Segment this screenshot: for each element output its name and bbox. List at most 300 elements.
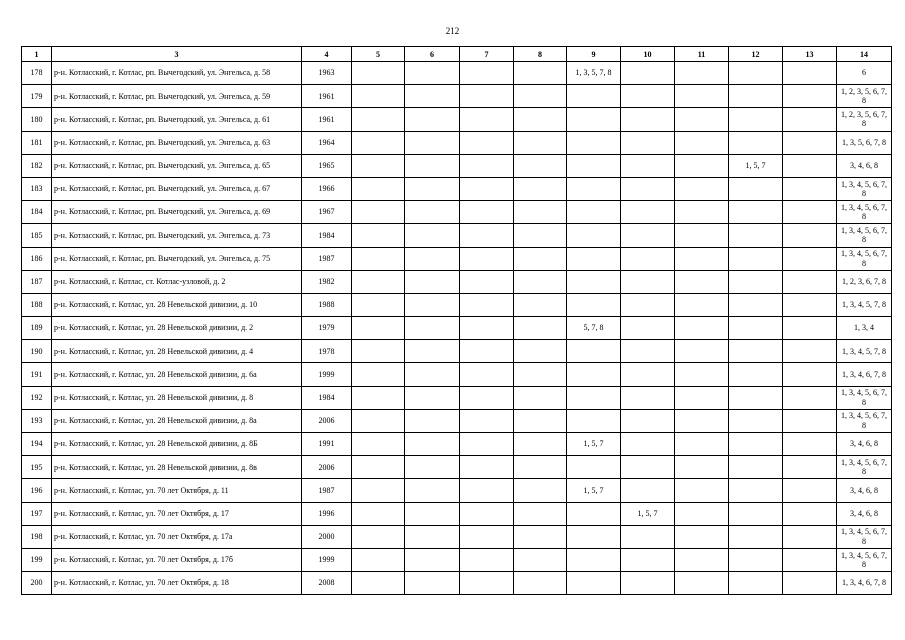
col12-cell — [729, 247, 783, 270]
column-header: 12 — [729, 47, 783, 62]
row-number: 184 — [22, 201, 52, 224]
col7-cell — [460, 386, 514, 409]
year-cell: 2006 — [302, 456, 352, 479]
col10-cell — [621, 131, 675, 154]
col14-cell: 1, 3, 4, 5, 6, 7, 8 — [837, 525, 892, 548]
col6-cell — [405, 479, 460, 502]
address-cell: р-н. Котласский, г. Котлас, ул. 70 лет Октября, д. 11 — [52, 479, 302, 502]
col7-cell — [460, 433, 514, 456]
col11-cell — [675, 363, 729, 386]
col8-cell — [514, 247, 567, 270]
col11-cell — [675, 479, 729, 502]
col6-cell — [405, 247, 460, 270]
col6-cell — [405, 62, 460, 85]
col7-cell — [460, 201, 514, 224]
col13-cell — [783, 363, 837, 386]
col10-cell — [621, 293, 675, 316]
col12-cell — [729, 456, 783, 479]
col7-cell — [460, 502, 514, 525]
col13-cell — [783, 247, 837, 270]
col7-cell — [460, 270, 514, 293]
col7-cell — [460, 548, 514, 571]
col11-cell — [675, 177, 729, 200]
year-cell: 1987 — [302, 479, 352, 502]
year-cell: 1961 — [302, 85, 352, 108]
col8-cell — [514, 456, 567, 479]
table-row — [22, 572, 892, 595]
col9-cell — [567, 270, 621, 293]
col12-cell — [729, 502, 783, 525]
col14-cell: 3, 4, 6, 8 — [837, 433, 892, 456]
col13-cell — [783, 479, 837, 502]
row-number: 183 — [22, 177, 52, 200]
col11-cell — [675, 224, 729, 247]
col11-cell — [675, 317, 729, 340]
col14-cell: 1, 3, 5, 6, 7, 8 — [837, 131, 892, 154]
address-cell: р-н. Котласский, г. Котлас, ул. 28 Невельской дивизии, д. 8 — [52, 386, 302, 409]
col6-cell — [405, 201, 460, 224]
col9-cell — [567, 131, 621, 154]
col11-cell — [675, 386, 729, 409]
col10-cell — [621, 247, 675, 270]
table-row — [22, 154, 892, 177]
year-cell: 2006 — [302, 409, 352, 432]
table-row — [22, 293, 892, 316]
col6-cell — [405, 317, 460, 340]
col6-cell — [405, 433, 460, 456]
table-row — [22, 525, 892, 548]
address-cell: р-н. Котласский, г. Котлас, ул. 28 Невельской дивизии, д. 8а — [52, 409, 302, 432]
col9-cell — [567, 177, 621, 200]
column-header: 7 — [460, 47, 514, 62]
row-number: 197 — [22, 502, 52, 525]
col11-cell — [675, 62, 729, 85]
col11-cell — [675, 201, 729, 224]
address-cell: р-н. Котласский, г. Котлас, рп. Вычегодский, ул. Энгельса, д. 58 — [52, 62, 302, 85]
col13-cell — [783, 433, 837, 456]
col14-cell: 1, 3, 4, 5, 6, 7, 8 — [837, 548, 892, 571]
col7-cell — [460, 62, 514, 85]
col5-cell — [352, 131, 405, 154]
col5-cell — [352, 572, 405, 595]
col11-cell — [675, 247, 729, 270]
column-header: 1 — [22, 47, 52, 62]
col12-cell — [729, 409, 783, 432]
col14-cell: 1, 3, 4, 5, 6, 7, 8 — [837, 409, 892, 432]
col5-cell — [352, 108, 405, 131]
col13-cell — [783, 85, 837, 108]
col6-cell — [405, 572, 460, 595]
col14-cell: 1, 2, 3, 6, 7, 8 — [837, 270, 892, 293]
col8-cell — [514, 525, 567, 548]
col7-cell — [460, 340, 514, 363]
address-cell: р-н. Котласский, г. Котлас, ул. 70 лет Октября, д. 18 — [52, 572, 302, 595]
year-cell: 2008 — [302, 572, 352, 595]
row-number: 189 — [22, 317, 52, 340]
col8-cell — [514, 572, 567, 595]
address-cell: р-н. Котласский, г. Котлас, рп. Вычегодский, ул. Энгельса, д. 61 — [52, 108, 302, 131]
col12-cell — [729, 201, 783, 224]
col9-cell: 1, 5, 7 — [567, 433, 621, 456]
col10-cell — [621, 572, 675, 595]
col5-cell — [352, 85, 405, 108]
col12-cell — [729, 386, 783, 409]
col10-cell: 1, 5, 7 — [621, 502, 675, 525]
address-cell: р-н. Котласский, г. Котлас, рп. Вычегодский, ул. Энгельса, д. 69 — [52, 201, 302, 224]
col8-cell — [514, 154, 567, 177]
year-cell: 1979 — [302, 317, 352, 340]
col8-cell — [514, 479, 567, 502]
col14-cell: 1, 3, 4, 5, 6, 7, 8 — [837, 386, 892, 409]
col9-cell — [567, 85, 621, 108]
col14-cell: 1, 3, 4, 5, 6, 7, 8 — [837, 177, 892, 200]
col11-cell — [675, 108, 729, 131]
col13-cell — [783, 456, 837, 479]
row-number: 185 — [22, 224, 52, 247]
col5-cell — [352, 456, 405, 479]
row-number: 200 — [22, 572, 52, 595]
col7-cell — [460, 456, 514, 479]
col10-cell — [621, 340, 675, 363]
col13-cell — [783, 62, 837, 85]
address-cell: р-н. Котласский, г. Котлас, ул. 28 Невельской дивизии, д. 8в — [52, 456, 302, 479]
col14-cell: 1, 3, 4 — [837, 317, 892, 340]
col14-cell: 3, 4, 6, 8 — [837, 154, 892, 177]
col12-cell — [729, 317, 783, 340]
year-cell: 1988 — [302, 293, 352, 316]
col10-cell — [621, 154, 675, 177]
col12-cell — [729, 108, 783, 131]
col11-cell — [675, 85, 729, 108]
row-number: 192 — [22, 386, 52, 409]
col14-cell: 1, 3, 4, 5, 7, 8 — [837, 293, 892, 316]
row-number: 198 — [22, 525, 52, 548]
year-cell: 1996 — [302, 502, 352, 525]
col5-cell — [352, 479, 405, 502]
col11-cell — [675, 154, 729, 177]
year-cell: 2000 — [302, 525, 352, 548]
col11-cell — [675, 525, 729, 548]
col8-cell — [514, 409, 567, 432]
col6-cell — [405, 270, 460, 293]
col9-cell — [567, 363, 621, 386]
col13-cell — [783, 572, 837, 595]
col14-cell: 6 — [837, 62, 892, 85]
col6-cell — [405, 224, 460, 247]
col14-cell: 1, 3, 4, 5, 7, 8 — [837, 340, 892, 363]
col5-cell — [352, 409, 405, 432]
col6-cell — [405, 131, 460, 154]
col7-cell — [460, 108, 514, 131]
col8-cell — [514, 270, 567, 293]
row-number: 186 — [22, 247, 52, 270]
col10-cell — [621, 548, 675, 571]
col9-cell — [567, 154, 621, 177]
table-row — [22, 247, 892, 270]
table-row — [22, 108, 892, 131]
col11-cell — [675, 409, 729, 432]
col10-cell — [621, 433, 675, 456]
year-cell: 1991 — [302, 433, 352, 456]
col9-cell — [567, 525, 621, 548]
col9-cell — [567, 386, 621, 409]
col6-cell — [405, 525, 460, 548]
address-cell: р-н. Котласский, г. Котлас, рп. Вычегодский, ул. Энгельса, д. 67 — [52, 177, 302, 200]
col6-cell — [405, 386, 460, 409]
col9-cell — [567, 108, 621, 131]
year-cell: 1999 — [302, 363, 352, 386]
year-cell: 1964 — [302, 131, 352, 154]
column-header: 13 — [783, 47, 837, 62]
table-row — [22, 548, 892, 571]
col12-cell — [729, 433, 783, 456]
col10-cell — [621, 479, 675, 502]
col8-cell — [514, 363, 567, 386]
col9-cell — [567, 340, 621, 363]
year-cell: 1982 — [302, 270, 352, 293]
address-cell: р-н. Котласский, г. Котлас, рп. Вычегодский, ул. Энгельса, д. 73 — [52, 224, 302, 247]
col10-cell — [621, 201, 675, 224]
col12-cell — [729, 62, 783, 85]
col11-cell — [675, 270, 729, 293]
table-row — [22, 224, 892, 247]
col6-cell — [405, 340, 460, 363]
table-row — [22, 386, 892, 409]
col7-cell — [460, 131, 514, 154]
year-cell: 1984 — [302, 224, 352, 247]
col5-cell — [352, 317, 405, 340]
col8-cell — [514, 433, 567, 456]
col12-cell — [729, 525, 783, 548]
col11-cell — [675, 548, 729, 571]
address-cell: р-н. Котласский, г. Котлас, ст. Котлас-узловой, д. 2 — [52, 270, 302, 293]
col12-cell — [729, 177, 783, 200]
col5-cell — [352, 502, 405, 525]
row-number: 188 — [22, 293, 52, 316]
year-cell: 1966 — [302, 177, 352, 200]
col7-cell — [460, 247, 514, 270]
col9-cell — [567, 548, 621, 571]
col5-cell — [352, 224, 405, 247]
col12-cell — [729, 85, 783, 108]
col13-cell — [783, 293, 837, 316]
row-number: 187 — [22, 270, 52, 293]
register-table — [21, 46, 892, 595]
column-header: 14 — [837, 47, 892, 62]
row-number: 191 — [22, 363, 52, 386]
col5-cell — [352, 270, 405, 293]
col10-cell — [621, 108, 675, 131]
col9-cell: 1, 3, 5, 7, 8 — [567, 62, 621, 85]
address-cell: р-н. Котласский, г. Котлас, ул. 70 лет Октября, д. 17а — [52, 525, 302, 548]
table-row — [22, 502, 892, 525]
col12-cell — [729, 363, 783, 386]
year-cell: 1961 — [302, 108, 352, 131]
col8-cell — [514, 317, 567, 340]
col13-cell — [783, 386, 837, 409]
col6-cell — [405, 177, 460, 200]
col5-cell — [352, 201, 405, 224]
col12-cell — [729, 548, 783, 571]
col14-cell: 1, 2, 3, 5, 6, 7, 8 — [837, 108, 892, 131]
year-cell: 1987 — [302, 247, 352, 270]
header-row — [22, 47, 892, 62]
table-row — [22, 409, 892, 432]
col8-cell — [514, 502, 567, 525]
col12-cell — [729, 572, 783, 595]
col14-cell: 1, 3, 4, 5, 6, 7, 8 — [837, 224, 892, 247]
row-number: 179 — [22, 85, 52, 108]
col11-cell — [675, 293, 729, 316]
col13-cell — [783, 131, 837, 154]
row-number: 182 — [22, 154, 52, 177]
address-cell: р-н. Котласский, г. Котлас, рп. Вычегодский, ул. Энгельса, д. 75 — [52, 247, 302, 270]
col7-cell — [460, 363, 514, 386]
year-cell: 1999 — [302, 548, 352, 571]
address-cell: р-н. Котласский, г. Котлас, ул. 28 Невельской дивизии, д. 4 — [52, 340, 302, 363]
col13-cell — [783, 224, 837, 247]
address-cell: р-н. Котласский, г. Котлас, ул. 28 Невельской дивизии, д. 6а — [52, 363, 302, 386]
col13-cell — [783, 340, 837, 363]
col6-cell — [405, 154, 460, 177]
col8-cell — [514, 131, 567, 154]
col7-cell — [460, 85, 514, 108]
col11-cell — [675, 433, 729, 456]
col8-cell — [514, 177, 567, 200]
col5-cell — [352, 363, 405, 386]
col10-cell — [621, 270, 675, 293]
col6-cell — [405, 293, 460, 316]
col12-cell — [729, 340, 783, 363]
address-cell: р-н. Котласский, г. Котлас, ул. 28 Невельской дивизии, д. 2 — [52, 317, 302, 340]
column-header: 6 — [405, 47, 460, 62]
col9-cell — [567, 247, 621, 270]
row-number: 180 — [22, 108, 52, 131]
col8-cell — [514, 62, 567, 85]
col12-cell — [729, 224, 783, 247]
col13-cell — [783, 409, 837, 432]
col7-cell — [460, 479, 514, 502]
year-cell: 1963 — [302, 62, 352, 85]
column-header: 5 — [352, 47, 405, 62]
col14-cell: 3, 4, 6, 8 — [837, 502, 892, 525]
table-row — [22, 479, 892, 502]
col8-cell — [514, 108, 567, 131]
col13-cell — [783, 177, 837, 200]
col13-cell — [783, 525, 837, 548]
row-number: 181 — [22, 131, 52, 154]
col12-cell — [729, 293, 783, 316]
year-cell: 1978 — [302, 340, 352, 363]
col5-cell — [352, 386, 405, 409]
row-number: 195 — [22, 456, 52, 479]
col5-cell — [352, 154, 405, 177]
col10-cell — [621, 363, 675, 386]
col11-cell — [675, 131, 729, 154]
address-cell: р-н. Котласский, г. Котлас, ул. 70 лет Октября, д. 17б — [52, 548, 302, 571]
col11-cell — [675, 456, 729, 479]
col7-cell — [460, 409, 514, 432]
column-header: 3 — [52, 47, 302, 62]
address-cell: р-н. Котласский, г. Котлас, ул. 70 лет Октября, д. 17 — [52, 502, 302, 525]
col8-cell — [514, 293, 567, 316]
col14-cell: 3, 4, 6, 8 — [837, 479, 892, 502]
row-number: 199 — [22, 548, 52, 571]
col9-cell — [567, 224, 621, 247]
col8-cell — [514, 548, 567, 571]
column-header: 11 — [675, 47, 729, 62]
col13-cell — [783, 502, 837, 525]
col10-cell — [621, 386, 675, 409]
table-row — [22, 62, 892, 85]
year-cell: 1984 — [302, 386, 352, 409]
col8-cell — [514, 201, 567, 224]
col14-cell: 1, 2, 3, 5, 6, 7, 8 — [837, 85, 892, 108]
col14-cell: 1, 3, 4, 6, 7, 8 — [837, 363, 892, 386]
col11-cell — [675, 572, 729, 595]
row-number: 190 — [22, 340, 52, 363]
table-row — [22, 177, 892, 200]
col10-cell — [621, 317, 675, 340]
col5-cell — [352, 177, 405, 200]
col7-cell — [460, 572, 514, 595]
col12-cell — [729, 270, 783, 293]
col5-cell — [352, 293, 405, 316]
col5-cell — [352, 62, 405, 85]
col9-cell: 5, 7, 8 — [567, 317, 621, 340]
col13-cell — [783, 548, 837, 571]
col10-cell — [621, 409, 675, 432]
address-cell: р-н. Котласский, г. Котлас, ул. 28 Невельской дивизии, д. 10 — [52, 293, 302, 316]
col6-cell — [405, 85, 460, 108]
table-row — [22, 131, 892, 154]
col10-cell — [621, 62, 675, 85]
row-number: 196 — [22, 479, 52, 502]
col13-cell — [783, 317, 837, 340]
page-number: 212 — [445, 26, 460, 36]
row-number: 194 — [22, 433, 52, 456]
col6-cell — [405, 409, 460, 432]
table-row — [22, 340, 892, 363]
col8-cell — [514, 85, 567, 108]
col7-cell — [460, 154, 514, 177]
col5-cell — [352, 548, 405, 571]
col10-cell — [621, 224, 675, 247]
col14-cell: 1, 3, 4, 5, 6, 7, 8 — [837, 201, 892, 224]
column-header: 8 — [514, 47, 567, 62]
column-header: 10 — [621, 47, 675, 62]
table-row — [22, 201, 892, 224]
col9-cell — [567, 201, 621, 224]
col13-cell — [783, 108, 837, 131]
col14-cell: 1, 3, 4, 6, 7, 8 — [837, 572, 892, 595]
col9-cell: 1, 5, 7 — [567, 479, 621, 502]
column-header: 4 — [302, 47, 352, 62]
col8-cell — [514, 340, 567, 363]
col5-cell — [352, 247, 405, 270]
column-header: 9 — [567, 47, 621, 62]
col14-cell: 1, 3, 4, 5, 6, 7, 8 — [837, 247, 892, 270]
col5-cell — [352, 340, 405, 363]
table-row — [22, 270, 892, 293]
table-row — [22, 433, 892, 456]
col13-cell — [783, 270, 837, 293]
col7-cell — [460, 293, 514, 316]
year-cell: 1965 — [302, 154, 352, 177]
col9-cell — [567, 409, 621, 432]
table-row — [22, 363, 892, 386]
table-row — [22, 317, 892, 340]
